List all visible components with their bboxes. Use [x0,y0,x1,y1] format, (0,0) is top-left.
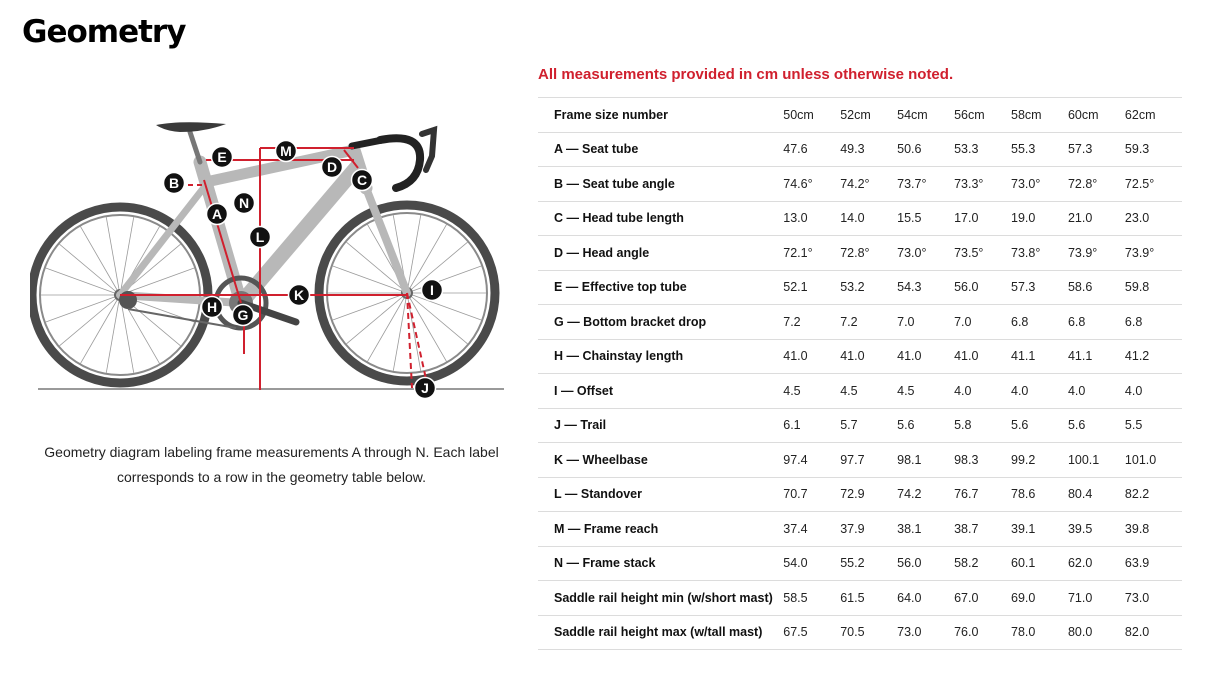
row-label: Saddle rail height min (w/short mast) [538,581,783,616]
row-label: J — Trail [538,408,783,443]
label-badge-i [422,280,443,301]
table-cell: 7.2 [840,305,897,340]
label-badge-text: H [206,299,218,315]
header-label: Frame size number [538,98,783,133]
table-cell: 70.5 [840,615,897,650]
table-cell: 72.8° [1068,167,1125,202]
table-cell: 4.0 [1011,374,1068,409]
table-cell: 72.5° [1125,167,1182,202]
table-row [538,546,1182,581]
size-header: 60cm [1068,98,1125,133]
table-cell: 57.3 [1068,132,1125,167]
table-cell: 4.0 [1125,374,1182,409]
table-cell: 74.2° [840,167,897,202]
table-row [538,374,1182,409]
row-label: D — Head angle [538,236,783,271]
table-cell: 37.9 [840,512,897,547]
table-cell: 41.1 [1068,339,1125,374]
table-cell: 58.5 [783,581,840,616]
table-cell: 5.7 [840,408,897,443]
label-badge-text: G [237,307,249,323]
label-badge-text: I [430,282,434,298]
label-badge-text: B [168,175,180,191]
table-cell: 78.0 [1011,615,1068,650]
table-cell: 97.4 [783,443,840,478]
table-cell: 60.1 [1011,546,1068,581]
table-cell: 14.0 [840,201,897,236]
table-cell: 59.3 [1125,132,1182,167]
label-badge-b [164,173,185,194]
table-cell: 54.0 [783,546,840,581]
table-cell: 37.4 [783,512,840,547]
size-header: 56cm [954,98,1011,133]
row-label: Saddle rail height max (w/tall mast) [538,615,783,650]
table-cell: 58.6 [1068,270,1125,305]
table-cell: 4.5 [897,374,954,409]
table-cell: 47.6 [783,132,840,167]
geometry-table [538,97,1182,650]
table-cell: 73.9° [1068,236,1125,271]
table-cell: 71.0 [1068,581,1125,616]
table-cell: 80.4 [1068,477,1125,512]
label-badge-text: C [356,172,368,188]
table-cell: 57.3 [1011,270,1068,305]
size-header: 50cm [783,98,840,133]
table-cell: 64.0 [897,581,954,616]
table-cell: 53.2 [840,270,897,305]
table-cell: 38.1 [897,512,954,547]
label-badge-a [207,204,228,225]
table-cell: 54.3 [897,270,954,305]
table-cell: 5.8 [954,408,1011,443]
table-cell: 5.6 [1011,408,1068,443]
bike-geometry-diagram [30,110,510,410]
table-cell: 73.0° [1011,167,1068,202]
table-row [538,581,1182,616]
table-cell: 13.0 [783,201,840,236]
table-cell: 67.0 [954,581,1011,616]
table-cell: 99.2 [1011,443,1068,478]
table-cell: 72.9 [840,477,897,512]
label-badge-text: A [211,206,223,222]
table-cell: 73.3° [954,167,1011,202]
label-badge-text: M [280,143,292,159]
page-title: Geometry [22,14,186,50]
table-cell: 59.8 [1125,270,1182,305]
table-row [538,615,1182,650]
table-cell: 55.3 [1011,132,1068,167]
label-badge-text: N [238,195,250,211]
table-row [538,270,1182,305]
table-cell: 50.6 [897,132,954,167]
table-cell: 69.0 [1011,581,1068,616]
table-cell: 7.0 [954,305,1011,340]
table-row [538,305,1182,340]
table-cell: 39.5 [1068,512,1125,547]
label-badge-h [202,297,223,318]
table-row [538,339,1182,374]
table-cell: 63.9 [1125,546,1182,581]
label-badge-d [322,157,343,178]
label-badge-text: K [293,287,305,303]
size-header: 62cm [1125,98,1182,133]
size-header: 52cm [840,98,897,133]
label-badge-g [233,305,254,326]
saddle [156,122,226,132]
table-cell: 70.7 [783,477,840,512]
table-cell: 76.7 [954,477,1011,512]
label-badge-text: E [217,149,227,165]
table-cell: 41.1 [1011,339,1068,374]
label-badge-k [289,285,310,306]
label-badge-text: J [421,380,429,396]
table-cell: 7.2 [783,305,840,340]
table-row [538,477,1182,512]
table-cell: 6.8 [1125,305,1182,340]
label-badge-l [250,227,271,248]
label-badge-text: D [326,159,338,175]
table-body [538,132,1182,650]
table-cell: 38.7 [954,512,1011,547]
table-cell: 56.0 [954,270,1011,305]
units-note: All measurements provided in cm unless otherwise noted. [538,66,954,83]
table-cell: 39.8 [1125,512,1182,547]
table-cell: 76.0 [954,615,1011,650]
table-cell: 97.7 [840,443,897,478]
row-label: A — Seat tube [538,132,783,167]
row-label: C — Head tube length [538,201,783,236]
row-label: N — Frame stack [538,546,783,581]
diagram-caption: Geometry diagram labeling frame measurements A through N. Each label corresponds to a row in the geometry table below. [44,444,499,485]
table-cell: 58.2 [954,546,1011,581]
table-cell: 4.0 [954,374,1011,409]
table-cell: 41.0 [840,339,897,374]
table-cell: 78.6 [1011,477,1068,512]
row-label: K — Wheelbase [538,443,783,478]
table-cell: 21.0 [1068,201,1125,236]
table-cell: 4.0 [1068,374,1125,409]
row-label: B — Seat tube angle [538,167,783,202]
table-row [538,408,1182,443]
table-cell: 6.1 [783,408,840,443]
label-badge-c [352,170,373,191]
handlebar [380,138,420,188]
size-header: 58cm [1011,98,1068,133]
table-cell: 74.2 [897,477,954,512]
row-label: L — Standover [538,477,783,512]
rear-derailleur [119,291,137,309]
table-cell: 98.1 [897,443,954,478]
table-cell: 41.0 [783,339,840,374]
table-cell: 49.3 [840,132,897,167]
row-label: E — Effective top tube [538,270,783,305]
table-row [538,167,1182,202]
table-cell: 100.1 [1068,443,1125,478]
table-cell: 73.0 [897,615,954,650]
table-cell: 52.1 [783,270,840,305]
table-row [538,132,1182,167]
label-badge-m [276,141,297,162]
brake-lever [422,130,434,170]
table-cell: 98.3 [954,443,1011,478]
table-cell: 73.5° [954,236,1011,271]
table-cell: 73.0 [1125,581,1182,616]
table-cell: 67.5 [783,615,840,650]
table-cell: 15.5 [897,201,954,236]
table-cell: 6.8 [1011,305,1068,340]
size-header: 54cm [897,98,954,133]
table-cell: 5.6 [897,408,954,443]
label-badge-n [234,193,255,214]
table-cell: 7.0 [897,305,954,340]
label-badge-e [212,147,233,168]
table-cell: 74.6° [783,167,840,202]
table-cell: 72.8° [840,236,897,271]
table-cell: 41.2 [1125,339,1182,374]
table-cell: 73.7° [897,167,954,202]
table-header-row [538,98,1182,133]
table-cell: 56.0 [897,546,954,581]
table-cell: 82.2 [1125,477,1182,512]
table-row [538,201,1182,236]
table-cell: 5.5 [1125,408,1182,443]
table-cell: 82.0 [1125,615,1182,650]
table-cell: 80.0 [1068,615,1125,650]
label-badge-text: L [255,229,265,245]
table-cell: 19.0 [1011,201,1068,236]
row-label: H — Chainstay length [538,339,783,374]
table-cell: 61.5 [840,581,897,616]
table-cell: 72.1° [783,236,840,271]
row-label: G — Bottom bracket drop [538,305,783,340]
table-cell: 5.6 [1068,408,1125,443]
row-label: M — Frame reach [538,512,783,547]
table-cell: 55.2 [840,546,897,581]
table-cell: 73.9° [1125,236,1182,271]
table-cell: 101.0 [1125,443,1182,478]
table-cell: 39.1 [1011,512,1068,547]
table-cell: 4.5 [840,374,897,409]
table-row [538,512,1182,547]
table-cell: 41.0 [897,339,954,374]
table-cell: 23.0 [1125,201,1182,236]
table-row [538,236,1182,271]
table-cell: 62.0 [1068,546,1125,581]
table-cell: 4.5 [783,374,840,409]
row-label: I — Offset [538,374,783,409]
table-cell: 73.0° [897,236,954,271]
table-cell: 17.0 [954,201,1011,236]
label-badge-j [415,378,436,399]
table-cell: 53.3 [954,132,1011,167]
table-row [538,443,1182,478]
table-cell: 6.8 [1068,305,1125,340]
table-cell: 73.8° [1011,236,1068,271]
table-cell: 41.0 [954,339,1011,374]
